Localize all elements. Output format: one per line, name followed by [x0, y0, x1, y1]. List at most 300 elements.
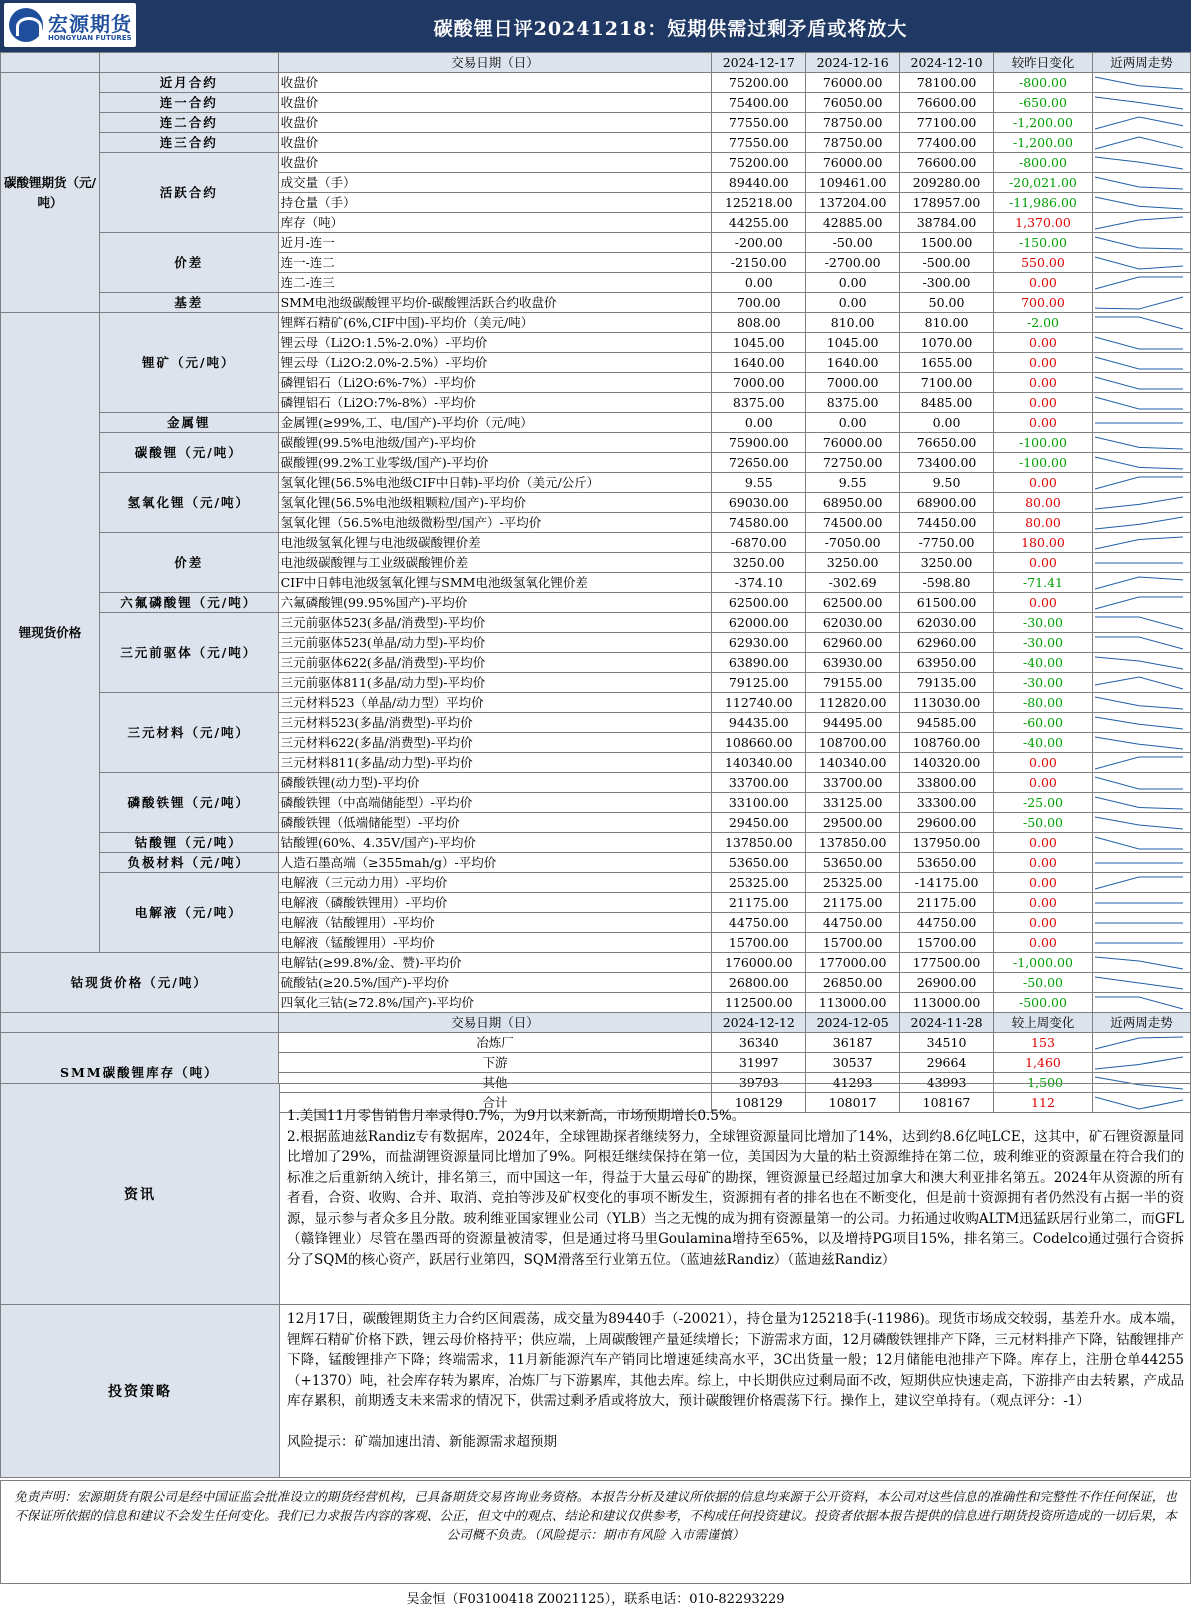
change-value: -2.00 [993, 313, 1092, 333]
trend-sparkline [1093, 314, 1185, 332]
item-label: 碳酸锂(99.5%电池级/国产)-平均价 [278, 433, 712, 453]
change-value: 0.00 [993, 593, 1092, 613]
sparkline-path [1095, 777, 1183, 789]
value-cell: 62030.00 [806, 613, 900, 633]
change-value: 0.00 [993, 333, 1092, 353]
sparkline-path [1095, 957, 1183, 969]
item-label: 近月-连一 [278, 233, 712, 253]
change-value: 80.00 [993, 493, 1092, 513]
value-cell: 94435.00 [712, 713, 806, 733]
trend-sparkline [1093, 814, 1185, 832]
item-label: 磷酸铁锂（中高端储能型）-平均价 [278, 793, 712, 813]
value-cell: 1045.00 [712, 333, 806, 353]
change-value: -1,200.00 [993, 133, 1092, 153]
change-value: 0.00 [993, 353, 1092, 373]
trend-sparkline [1093, 974, 1185, 992]
change-value: 0.00 [993, 913, 1092, 933]
section-label: 锂现货价格 [1, 313, 100, 953]
change-value: -25.00 [993, 793, 1092, 813]
trend-sparkline-cell [1092, 213, 1190, 233]
sparkline-path [1095, 837, 1183, 849]
trend-sparkline-cell [1092, 393, 1190, 413]
trend-sparkline-cell [1092, 313, 1190, 333]
date-header: 2024-12-17 [712, 53, 806, 73]
value-cell: 77400.00 [900, 133, 994, 153]
news-section [0, 1083, 1191, 1305]
item-label: 氢氧化锂（56.5%电池级微粉型/国产）-平均价 [278, 513, 712, 533]
trend-sparkline [1093, 354, 1185, 372]
change-value: 0.00 [993, 873, 1092, 893]
trend-sparkline [1093, 614, 1185, 632]
item-label: 三元前驱体523(单晶/动力型)-平均价 [278, 633, 712, 653]
trend-sparkline [1093, 994, 1185, 1012]
sparkline-path [1095, 77, 1183, 89]
analyst-contact: 吴金恒（F03100418 Z0021125），联系电话：010-82293229 [406, 1592, 785, 1607]
table-row [1, 233, 1191, 253]
item-label: 三元材料622(多晶/消费型)-平均价 [278, 733, 712, 753]
group-label: 电解液（元/吨） [99, 873, 278, 953]
paragraph [287, 1412, 1184, 1432]
paragraph: 风险提示：矿端加速出清、新能源需求超预期 [287, 1433, 557, 1450]
change-value: -60.00 [993, 713, 1092, 733]
item-label: 氢氧化锂(56.5%电池级粗颗粒/国产)-平均价 [278, 493, 712, 513]
value-cell: 108700.00 [806, 733, 900, 753]
trend-sparkline [1093, 174, 1185, 192]
trend-sparkline [1093, 154, 1185, 172]
value-cell: 7100.00 [900, 373, 994, 393]
trend-sparkline-cell [1092, 233, 1190, 253]
value-cell: 1640.00 [712, 353, 806, 373]
news-text [287, 1106, 1184, 1270]
sparkline-path [1095, 237, 1183, 249]
value-cell: 700.00 [712, 293, 806, 313]
value-cell: 63930.00 [806, 653, 900, 673]
change-value: 0.00 [993, 893, 1092, 913]
logo-name: 宏源期货 [48, 12, 132, 36]
value-cell: -50.00 [806, 233, 900, 253]
trend-sparkline [1093, 214, 1185, 232]
value-cell: 137204.00 [806, 193, 900, 213]
table-row [1, 1033, 1191, 1053]
value-cell: 33100.00 [712, 793, 806, 813]
value-cell: 8485.00 [900, 393, 994, 413]
value-cell: 140340.00 [712, 753, 806, 773]
strategy-text [287, 1309, 1184, 1452]
item-label: 六氟磷酸锂(99.95%国产)-平均价 [278, 593, 712, 613]
group-label: 连二合约 [99, 113, 278, 133]
value-cell: 75200.00 [712, 153, 806, 173]
value-cell: 75400.00 [712, 93, 806, 113]
change-value: -30.00 [993, 673, 1092, 693]
item-label: CIF中日韩电池级氢氧化锂与SMM电池级氢氧化锂价差 [278, 573, 712, 593]
value-cell: 0.00 [712, 413, 806, 433]
value-cell: 113000.00 [806, 993, 900, 1013]
change-value: -50.00 [993, 973, 1092, 993]
value-cell: 76000.00 [806, 73, 900, 93]
value-cell: 63890.00 [712, 653, 806, 673]
header-blank [1, 1013, 279, 1033]
trend-sparkline-cell [1092, 833, 1190, 853]
value-cell: 26850.00 [806, 973, 900, 993]
trend-sparkline-cell [1092, 753, 1190, 773]
trend-sparkline [1093, 474, 1185, 492]
change-value: 80.00 [993, 513, 1092, 533]
value-cell: 1655.00 [900, 353, 994, 373]
value-cell: 76600.00 [900, 153, 994, 173]
trend-sparkline-cell [1092, 593, 1190, 613]
table-header-row [1, 53, 1191, 73]
value-cell: 8375.00 [712, 393, 806, 413]
value-cell: -6870.00 [712, 533, 806, 553]
value-cell: 140340.00 [806, 753, 900, 773]
item-label: 收盘价 [278, 133, 712, 153]
trend-sparkline [1093, 1054, 1185, 1072]
value-cell: 43993 [900, 1073, 994, 1093]
report-header [0, 0, 1191, 52]
trend-sparkline-cell [1092, 1053, 1190, 1073]
trend-sparkline-cell [1092, 333, 1190, 353]
change-value: 550.00 [993, 253, 1092, 273]
header-blank [1, 53, 100, 73]
item-label: 金属锂(≥99%,工、电/国产)-平均价（元/吨） [278, 413, 712, 433]
sparkline-path [1095, 1057, 1183, 1069]
trend-sparkline [1093, 134, 1185, 152]
trend-sparkline-cell [1092, 893, 1190, 913]
group-label: 三元材料（元/吨） [99, 693, 278, 773]
trend-sparkline-cell [1092, 673, 1190, 693]
value-cell: 62930.00 [712, 633, 806, 653]
trend-sparkline [1093, 594, 1185, 612]
sparkline-path [1095, 737, 1183, 749]
trend-sparkline-cell [1092, 413, 1190, 433]
value-cell: 62500.00 [806, 593, 900, 613]
table-row [1, 613, 1191, 633]
value-cell: -2150.00 [712, 253, 806, 273]
change-value: -40.00 [993, 733, 1092, 753]
sparkline-path [1095, 817, 1183, 829]
change-header: 较上周变化 [993, 1013, 1092, 1033]
sparkline-path [1095, 277, 1183, 289]
change-value: 0.00 [993, 753, 1092, 773]
sparkline-path [1095, 997, 1183, 1009]
change-value: 1,460 [993, 1053, 1092, 1073]
sparkline-path [1095, 677, 1183, 689]
item-label: 三元材料523(多晶/消费型)-平均价 [278, 713, 712, 733]
table-row [1, 73, 1191, 93]
value-cell: 0.00 [806, 413, 900, 433]
value-cell: 77550.00 [712, 113, 806, 133]
trend-sparkline-cell [1092, 653, 1190, 673]
value-cell: 0.00 [712, 273, 806, 293]
value-cell: 21175.00 [900, 893, 994, 913]
value-cell: 76000.00 [806, 433, 900, 453]
value-cell: 75900.00 [712, 433, 806, 453]
value-cell: 8375.00 [806, 393, 900, 413]
value-cell: 76000.00 [806, 153, 900, 173]
item-label: 电池级碳酸锂与工业级碳酸锂价差 [278, 553, 712, 573]
trend-sparkline-cell [1092, 513, 1190, 533]
table-row [1, 93, 1191, 113]
item-label: 锂云母（Li2O:2.0%-2.5%）-平均价 [278, 353, 712, 373]
value-cell: 9.55 [806, 473, 900, 493]
value-cell: 112820.00 [806, 693, 900, 713]
value-cell: 50.00 [900, 293, 994, 313]
value-cell: 33125.00 [806, 793, 900, 813]
value-cell: 77100.00 [900, 113, 994, 133]
sparkline-path [1095, 537, 1183, 549]
item-label: 钴酸锂(60%、4.35V/国产)-平均价 [278, 833, 712, 853]
value-cell: 30537 [806, 1053, 900, 1073]
value-cell: 137950.00 [900, 833, 994, 853]
table-row [1, 473, 1191, 493]
trend-sparkline [1093, 934, 1185, 952]
change-value: 112 [993, 1093, 1092, 1113]
company-logo [4, 3, 136, 47]
trend-sparkline-cell [1092, 293, 1190, 313]
change-value: -71.41 [993, 573, 1092, 593]
value-cell: 44750.00 [900, 913, 994, 933]
trend-header: 近两周走势 [1092, 53, 1190, 73]
paragraph: 1.美国11月零售销售月率录得0.7%，为9月以来新高，市场预期增长0.5%。 [287, 1108, 746, 1124]
trend-sparkline [1093, 234, 1185, 252]
group-label: 基差 [99, 293, 278, 313]
item-label: 三元材料523（单晶/动力型）平均价 [278, 693, 712, 713]
item-label: 库存（吨） [278, 213, 712, 233]
value-cell: 108167 [900, 1093, 994, 1113]
value-cell: 63950.00 [900, 653, 994, 673]
value-cell: 68900.00 [900, 493, 994, 513]
trend-sparkline [1093, 674, 1185, 692]
sparkline-path [1095, 317, 1183, 329]
logo-english-name: HONGYUAN FUTURES [48, 34, 132, 42]
sparkline-path [1095, 137, 1183, 149]
strategy-section [0, 1304, 1191, 1478]
news-label: 资讯 [1, 1084, 280, 1304]
trend-sparkline [1093, 774, 1185, 792]
change-value: -40.00 [993, 653, 1092, 673]
trend-sparkline [1093, 394, 1185, 412]
change-value: -20,021.00 [993, 173, 1092, 193]
change-value: -30.00 [993, 613, 1092, 633]
trend-sparkline [1093, 794, 1185, 812]
value-cell: 140320.00 [900, 753, 994, 773]
item-label: 电解钴(≥99.8%/金、赞)-平均价 [278, 953, 712, 973]
value-cell: 39793 [712, 1073, 806, 1093]
trend-sparkline-cell [1092, 493, 1190, 513]
trend-sparkline [1093, 94, 1185, 112]
trend-sparkline [1093, 294, 1185, 312]
value-cell: 33800.00 [900, 773, 994, 793]
value-cell: 69030.00 [712, 493, 806, 513]
date-header: 2024-12-05 [806, 1013, 900, 1033]
trend-sparkline [1093, 654, 1185, 672]
table-row [1, 313, 1191, 333]
sparkline-path [1095, 717, 1183, 729]
value-cell: 62960.00 [900, 633, 994, 653]
value-cell: 61500.00 [900, 593, 994, 613]
trend-sparkline-cell [1092, 93, 1190, 113]
trend-header: 近两周走势 [1092, 1013, 1190, 1033]
table-row [1, 773, 1191, 793]
value-cell: 44750.00 [806, 913, 900, 933]
item-label: 连二-连三 [278, 273, 712, 293]
change-value: 1,370.00 [993, 213, 1092, 233]
sparkline-path [1095, 457, 1183, 469]
item-label: 收盘价 [278, 153, 712, 173]
value-cell: 62000.00 [712, 613, 806, 633]
item-label: 电解液（三元动力用）-平均价 [278, 873, 712, 893]
value-cell: 53650.00 [806, 853, 900, 873]
trend-sparkline-cell [1092, 613, 1190, 633]
value-cell: 0.00 [900, 413, 994, 433]
sparkline-path [1095, 157, 1183, 169]
paragraph: 12月17日，碳酸锂期货主力合约区间震荡，成交量为89440手（-20021），持仓量为125218手(-11986)。现货市场成交较弱，基差升水。成本端，锂辉石精矿价格下跌，锂云母价格持平；供应端，上周碳酸锂产量延续增长；下游需求方面，12月磷酸铁锂排产下降，三元材料排产下降，钴酸锂排产下降，锰酸锂排产下降；终端需求，11月新能源汽车产销同比增速延续高水平，3C出货量一般；12月储能电池排产下降。库存上，注册仓单44255（+1370）吨，社会库存转为累库，冶炼厂与下游累库，其他去库。综上，中长期供应过剩局面不改，短期供应快速走高，下游排产由去转累，产成品库存累积，前期透支未来需求的情况下，供需过剩矛盾或将放大，预计碳酸锂价格震荡下行。操作上，建议空单持有。（观点评分：-1） [287, 1311, 1184, 1409]
change-value: -1,000.00 [993, 953, 1092, 973]
value-cell: 77550.00 [712, 133, 806, 153]
trend-sparkline [1093, 334, 1185, 352]
date-header-label: 交易日期（日） [278, 53, 712, 73]
value-cell: 79125.00 [712, 673, 806, 693]
sparkline-path [1095, 97, 1183, 109]
value-cell: 41293 [806, 1073, 900, 1093]
change-value: 700.00 [993, 293, 1092, 313]
change-value: -650.00 [993, 93, 1092, 113]
change-value: -100.00 [993, 453, 1092, 473]
sparkline-path [1095, 117, 1183, 129]
group-label: 磷酸铁锂（元/吨） [99, 773, 278, 833]
sparkline-path [1095, 297, 1183, 309]
trend-sparkline [1093, 534, 1185, 552]
trend-sparkline [1093, 734, 1185, 752]
value-cell: 36340 [712, 1033, 806, 1053]
trend-sparkline [1093, 1034, 1185, 1052]
date-header: 2024-12-16 [806, 53, 900, 73]
item-label: 其他 [278, 1073, 712, 1093]
trend-sparkline-cell [1092, 193, 1190, 213]
trend-sparkline-cell [1092, 773, 1190, 793]
trend-sparkline-cell [1092, 933, 1190, 953]
value-cell: 15700.00 [900, 933, 994, 953]
group-label: 碳酸锂（元/吨） [99, 433, 278, 473]
change-value: -1,200.00 [993, 113, 1092, 133]
sparkline-path [1095, 257, 1183, 269]
value-cell: 9.55 [712, 473, 806, 493]
value-cell: -598.80 [900, 573, 994, 593]
value-cell: 0.00 [806, 273, 900, 293]
change-value: -500.00 [993, 993, 1092, 1013]
value-cell: 76600.00 [900, 93, 994, 113]
data-table [0, 52, 1191, 1113]
value-cell: 74500.00 [806, 513, 900, 533]
value-cell: 7000.00 [712, 373, 806, 393]
sparkline-path [1095, 197, 1183, 209]
trend-sparkline [1093, 694, 1185, 712]
value-cell: 113000.00 [900, 993, 994, 1013]
value-cell: 108660.00 [712, 733, 806, 753]
trend-sparkline-cell [1092, 473, 1190, 493]
strategy-label: 投资策略 [1, 1305, 280, 1477]
item-label: 碳酸锂(99.2%工业零级/国产)-平均价 [278, 453, 712, 473]
value-cell: 79155.00 [806, 673, 900, 693]
value-cell: 109461.00 [806, 173, 900, 193]
change-value: -150.00 [993, 233, 1092, 253]
item-label: 冶炼厂 [278, 1033, 712, 1053]
value-cell: 38784.00 [900, 213, 994, 233]
section-label: 钴现货价格（元/吨） [1, 953, 279, 1013]
change-value: 0.00 [993, 553, 1092, 573]
sparkline-path [1095, 1037, 1183, 1049]
trend-sparkline-cell [1092, 993, 1190, 1013]
trend-sparkline-cell [1092, 273, 1190, 293]
trend-sparkline [1093, 114, 1185, 132]
item-label: 三元前驱体811(多晶/动力型)-平均价 [278, 673, 712, 693]
trend-sparkline [1093, 494, 1185, 512]
value-cell: -2700.00 [806, 253, 900, 273]
value-cell: 76050.00 [806, 93, 900, 113]
trend-sparkline [1093, 514, 1185, 532]
sparkline-path [1095, 437, 1183, 449]
value-cell: 72750.00 [806, 453, 900, 473]
value-cell: -302.69 [806, 573, 900, 593]
value-cell: 137850.00 [712, 833, 806, 853]
value-cell: -200.00 [712, 233, 806, 253]
value-cell: 7000.00 [806, 373, 900, 393]
value-cell: 177500.00 [900, 953, 994, 973]
trend-sparkline-cell [1092, 913, 1190, 933]
sparkline-path [1095, 797, 1183, 809]
value-cell: -14175.00 [900, 873, 994, 893]
section-label: SMM碳酸锂库存（吨） [1, 1033, 279, 1113]
trend-sparkline-cell [1092, 813, 1190, 833]
table-row [1, 853, 1191, 873]
trend-sparkline [1093, 374, 1185, 392]
value-cell: 74580.00 [712, 513, 806, 533]
group-label: 三元前驱体（元/吨） [99, 613, 278, 693]
change-value: 0.00 [993, 773, 1092, 793]
item-label: 三元材料811(多晶/动力型)-平均价 [278, 753, 712, 773]
item-label: 电解液（磷酸铁锂用）-平均价 [278, 893, 712, 913]
value-cell: 78100.00 [900, 73, 994, 93]
table-row [1, 873, 1191, 893]
change-value: -80.00 [993, 693, 1092, 713]
change-value: -30.00 [993, 633, 1092, 653]
value-cell: 42885.00 [806, 213, 900, 233]
item-label: 磷酸铁锂（低端储能型）-平均价 [278, 813, 712, 833]
group-label: 价差 [99, 233, 278, 293]
group-label: 锂矿（元/吨） [99, 313, 278, 413]
trend-sparkline-cell [1092, 533, 1190, 553]
value-cell: 178957.00 [900, 193, 994, 213]
change-value: -1,500 [993, 1073, 1092, 1093]
sparkline-path [1095, 217, 1183, 229]
value-cell: 44750.00 [712, 913, 806, 933]
value-cell: 21175.00 [806, 893, 900, 913]
value-cell: 68950.00 [806, 493, 900, 513]
item-label: 硫酸钴(≥20.5%/国产)-平均价 [278, 973, 712, 993]
trend-sparkline-cell [1092, 133, 1190, 153]
trend-sparkline-cell [1092, 113, 1190, 133]
value-cell: 177000.00 [806, 953, 900, 973]
value-cell: 108129 [712, 1093, 806, 1113]
sparkline-path [1095, 377, 1183, 389]
trend-sparkline [1093, 854, 1185, 872]
value-cell: 25325.00 [712, 873, 806, 893]
change-value: 153 [993, 1033, 1092, 1053]
value-cell: 74450.00 [900, 513, 994, 533]
table-row [1, 293, 1191, 313]
trend-sparkline-cell [1092, 713, 1190, 733]
sparkline-path [1095, 357, 1183, 369]
